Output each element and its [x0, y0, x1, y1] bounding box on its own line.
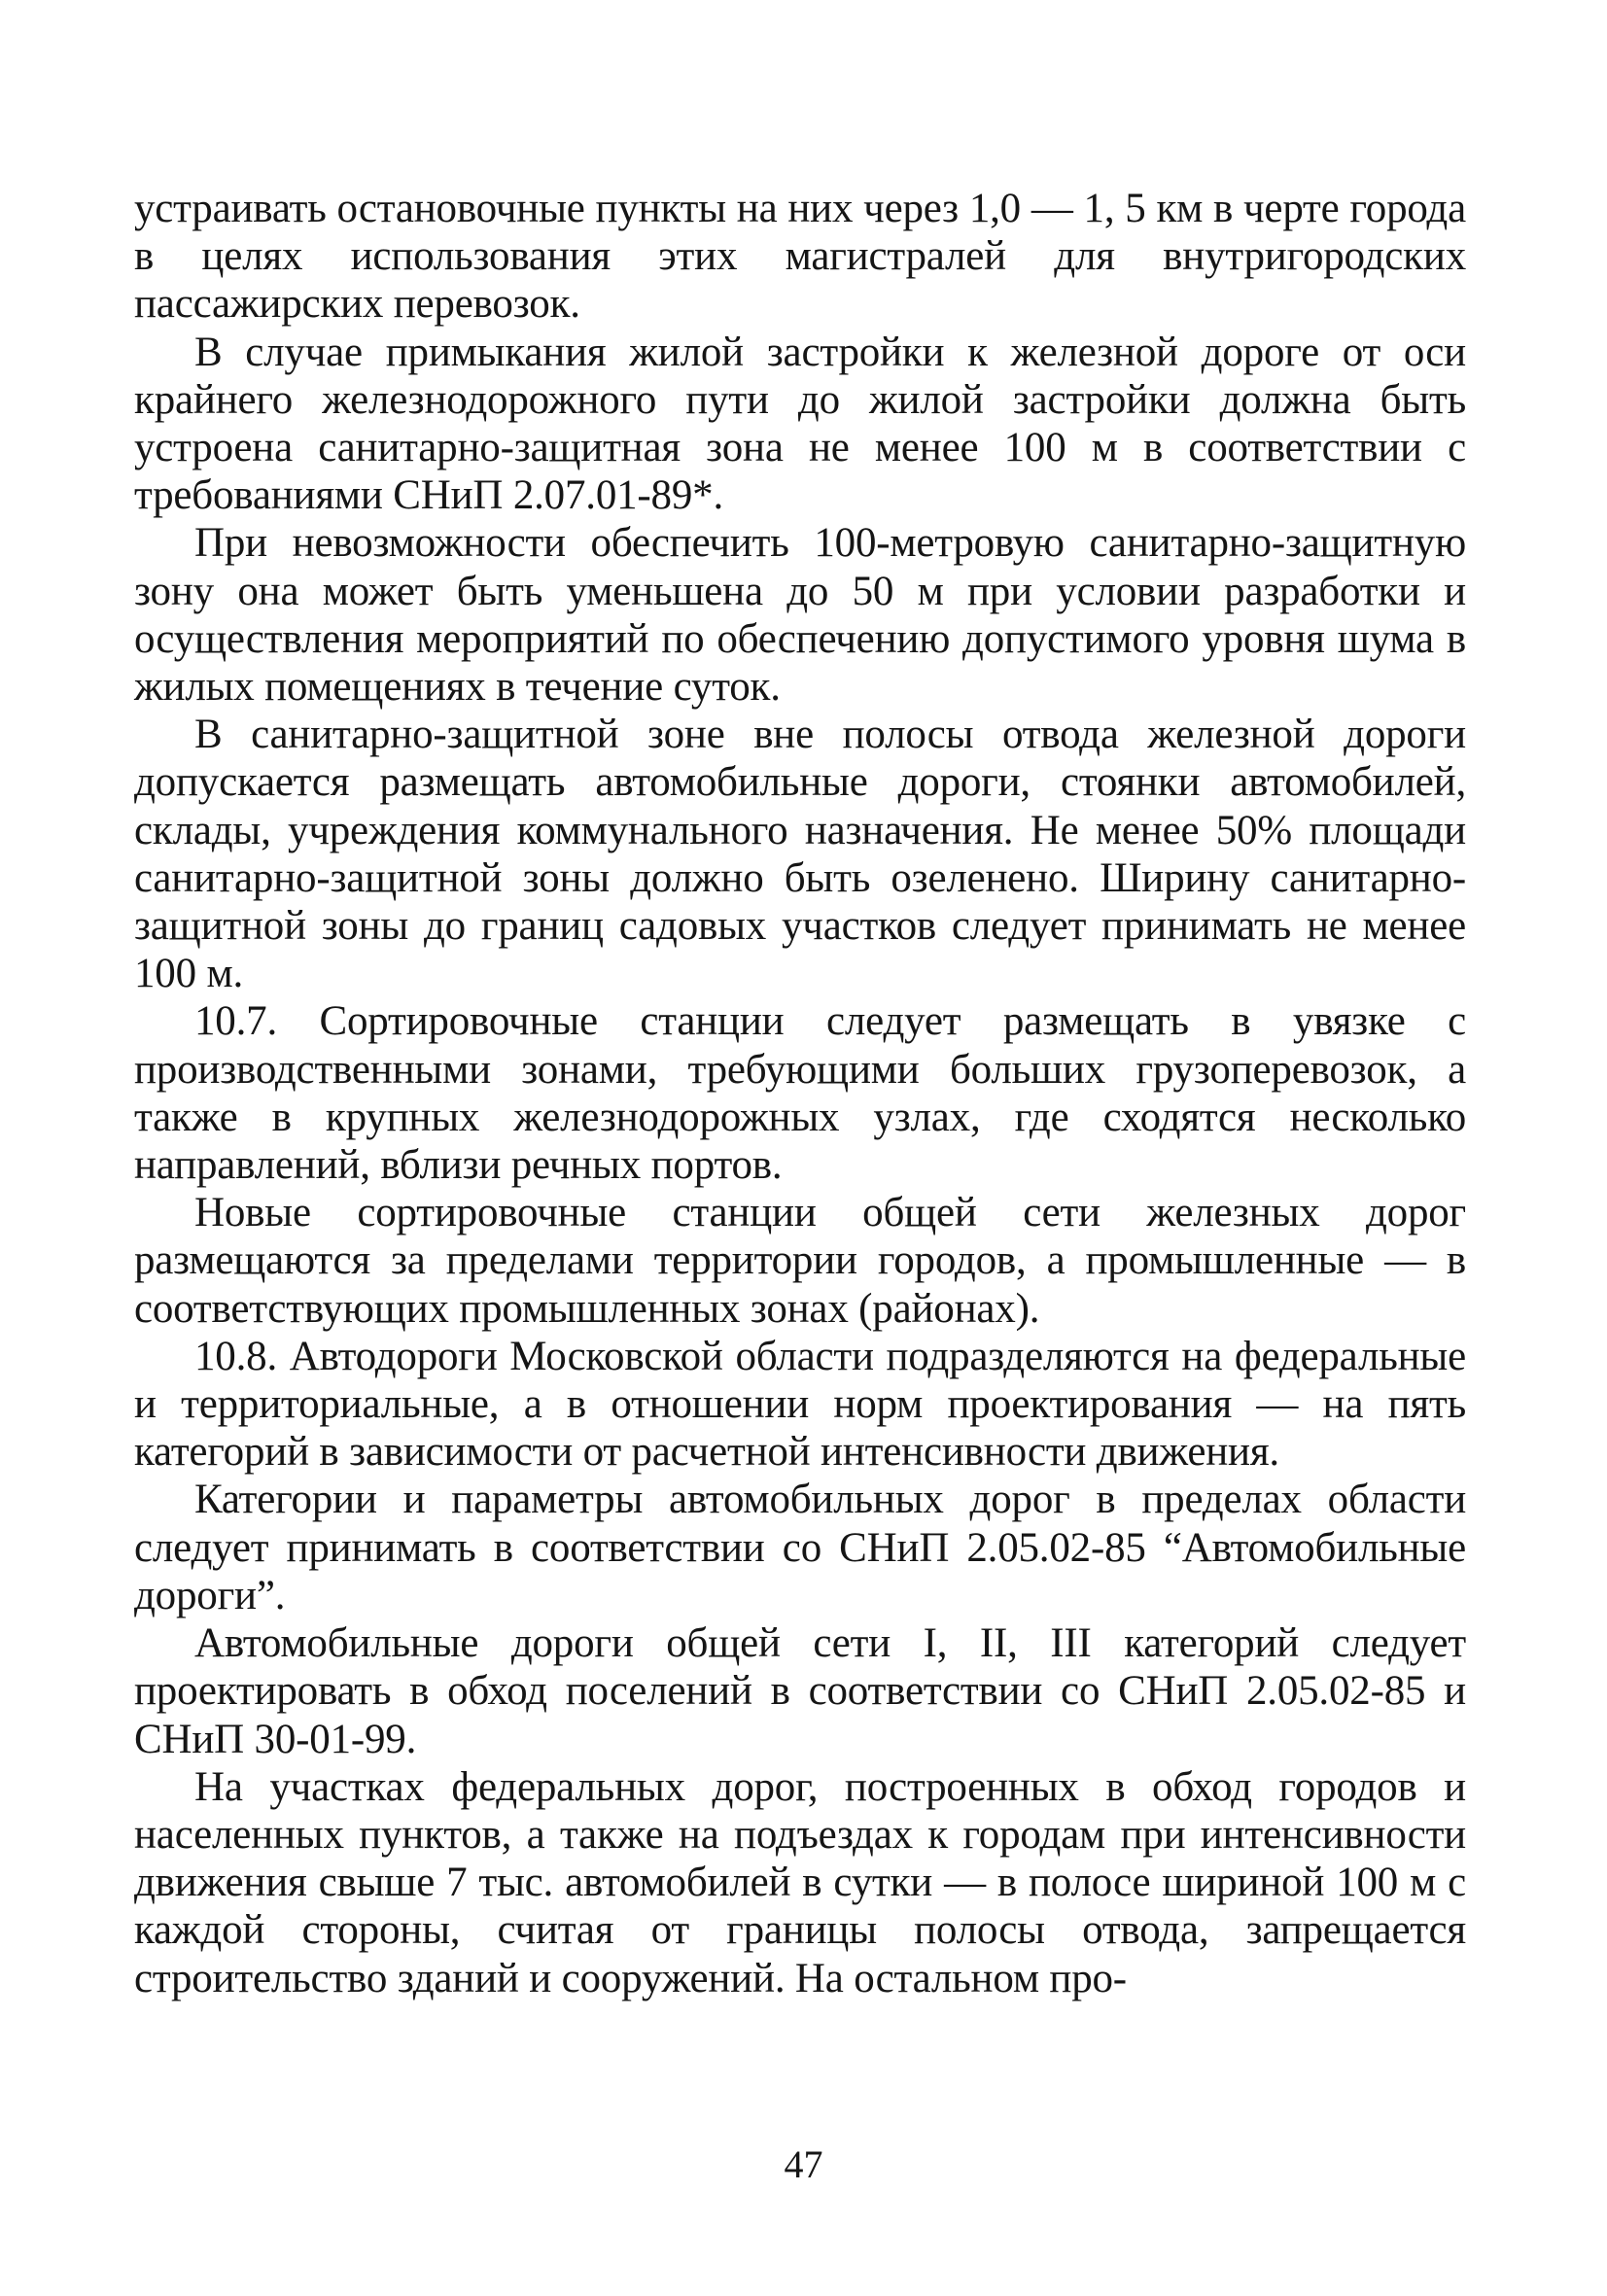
paragraph-continuation: устраивать остановочные пункты на них через 1,0 — 1, 5 км в черте города в целях использования этих магистралей для внутригородских пассажирских перевозок. [134, 186, 1466, 328]
paragraph-residential-buffer: В случае примыкания жилой застройки к железной дороге от оси крайнего железнодорожного пути до жилой застройки должна быть устроена санитарно-защитная зона не менее 100 м в соответствии с требованиями СНиП 2.07.01-89*. [134, 329, 1466, 519]
paragraph-federal-roads: На участках федеральных дорог, построенных в обход городов и населенных пунктов, а также на подъездах к городам при интенсивности движения свыше 7 тыс. автомобилей в сутки — в полосе шириной 100 м с каждой стороны, считая от границы полосы отвода, запрещается строительство зданий и сооружений. На остальном про- [134, 1763, 1466, 2001]
body-text [134, 185, 1466, 2002]
paragraph-new-stations: Новые сортировочные станции общей сети железных дорог размещаются за пределами территории городов, а промышленные — в соответствующих промышленных зонах (районах). [134, 1190, 1466, 1332]
paragraph-reduced-zone: При невозможности обеспечить 100-метровую санитарно-защитную зону она может быть уменьшена до 50 м при условии разработки и осуществления мероприятий по обеспечению допустимого уровня шума в жилых помещениях в течение суток. [134, 520, 1466, 711]
paragraph-section-10-7: 10.7. Сортировочные станции следует размещать в увязке с производственными зонами, требующими больших грузоперевозок, а также в крупных железнодорожных узлах, где сходятся несколько направлений, вблизи речных портов. [134, 998, 1466, 1189]
paragraph-bypass-roads: Автомобильные дороги общей сети I, II, III категорий следует проектировать в обход поселений в соответствии со СНиП 2.05.02-85 и СНиП 30-01-99. [134, 1620, 1466, 1762]
paragraph-road-categories: Категории и параметры автомобильных дорог в пределах области следует принимать в соответствии со СНиП 2.05.02-85 “Автомобильные дороги”. [134, 1477, 1466, 1618]
page-number: 47 [784, 2142, 823, 2186]
paragraph-section-10-8: 10.8. Автодороги Московской области подразделяются на федеральные и территориальные, а в отношении норм проектирования — на пять категорий в зависимости от расчетной интенсивности движения. [134, 1333, 1466, 1476]
paragraph-zone-usage: В санитарно-защитной зоне вне полосы отвода железной дороги допускается размещать автомобильные дороги, стоянки автомобилей, склады, учреждения коммунального назначения. Не менее 50% площади санитарно-защитной зоны должно быть озеленено. Ширину санитарно-защитной зоны до границ садовых участков следует принимать не менее 100 м. [134, 712, 1466, 997]
